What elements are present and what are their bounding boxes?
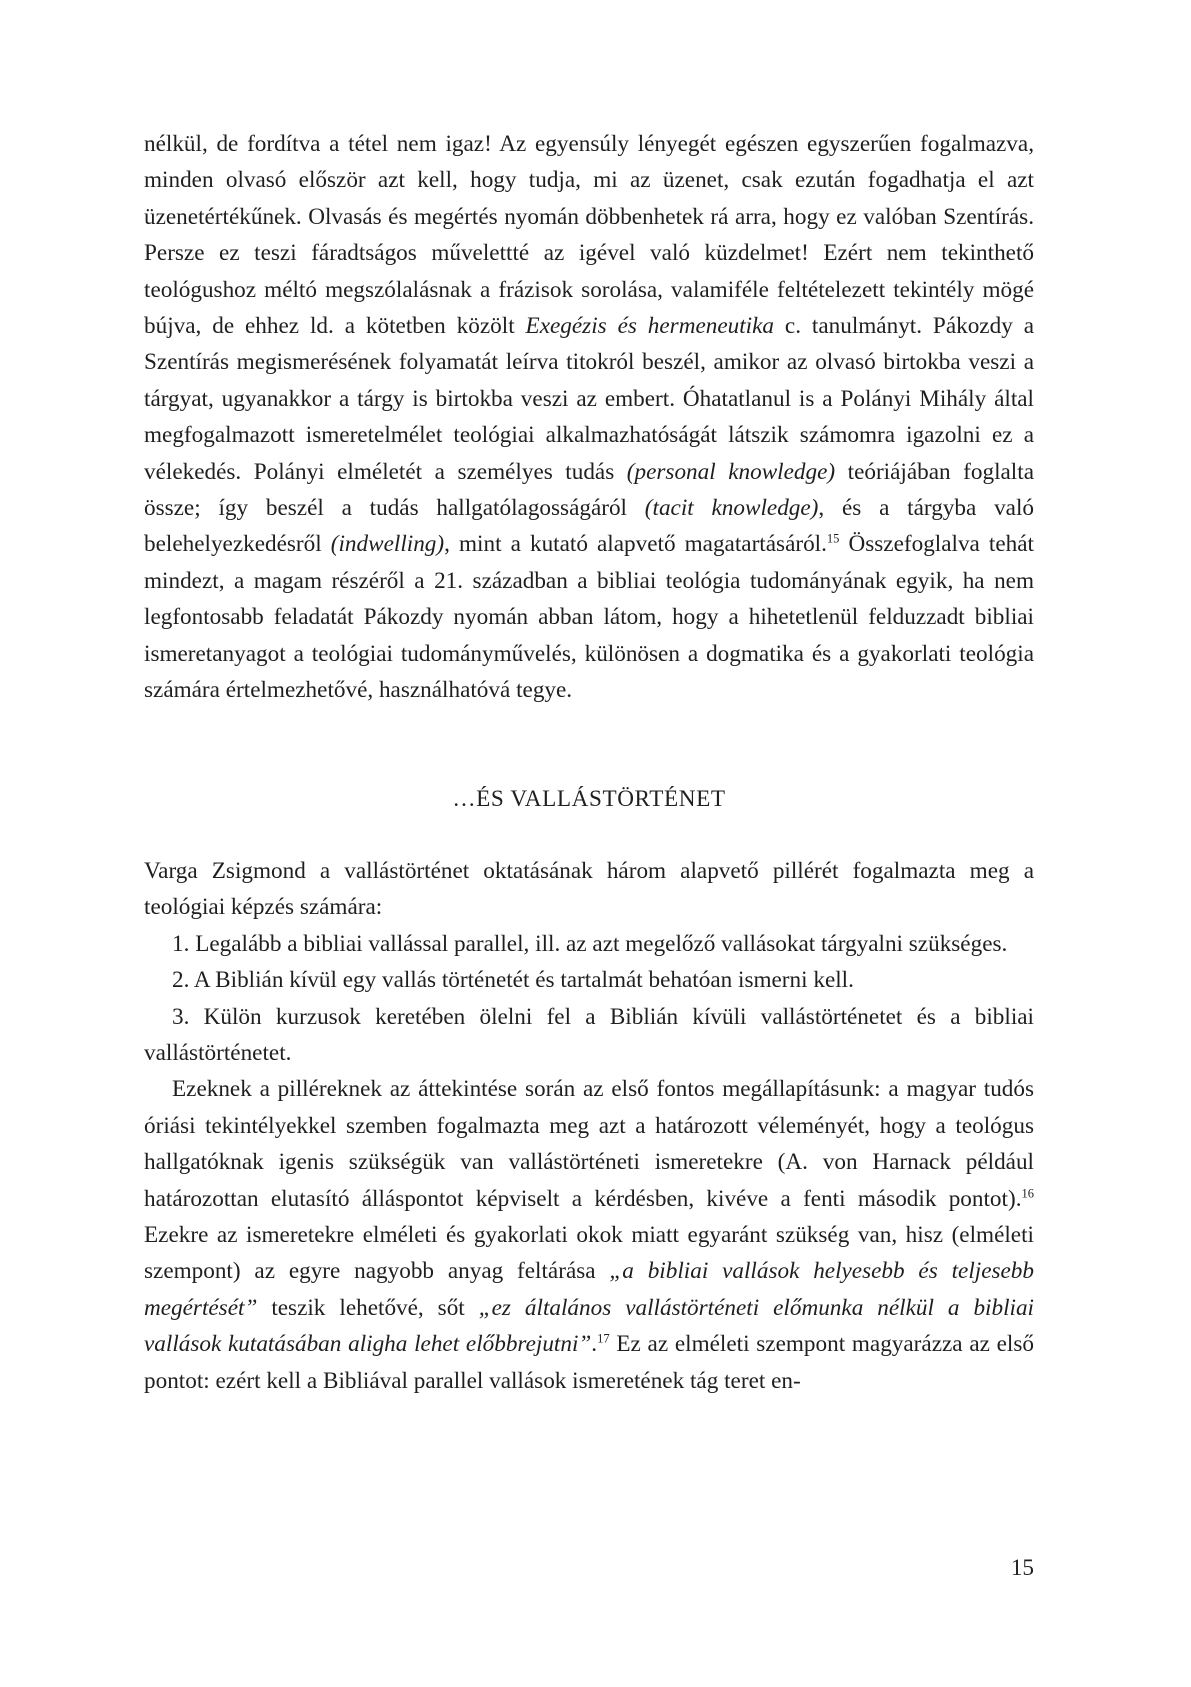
italic-term: (personal knowledge)	[626, 458, 836, 485]
page-body	[144, 126, 1034, 1399]
list-item-1: 1. Legalább a bibliai vallással parallel, ill. az azt megelőző vallásokat tárgyalni szükséges.	[172, 930, 1008, 957]
paragraph-2: Varga Zsigmond a vallástörténet oktatásának három alapvető pillérét fogalmazta meg a teológiai képzés számára:	[144, 857, 1034, 921]
italic-term: (tacit knowledge)	[644, 495, 819, 522]
text-run: teszik lehetővé, sőt	[257, 1294, 479, 1321]
text-run: nélkül, de fordítva a tétel nem igaz! Az egyensúly lényegét egészen egyszerűen fogalmazva, minden olvasó először azt kell, hogy tudja, mi az üzenet, csak ezután fogadhatja el azt üzenetértékűnek. Olvasás és megértés nyomán döbbenhetek rá arra, hogy ez valóban Szentírás. Persze ez teszi fáradtságos művelettté az igével való küzdelmet! Ezért nem tekinthető teológushoz méltó megszólalásnak a frázisok sorolása, valamiféle feltételezett tekintély mögé bújva, de ehhez ld. a kötetben közölt	[144, 131, 1034, 340]
italic-term: (indwelling)	[330, 531, 445, 558]
text-run: .	[591, 1331, 598, 1358]
text-run: Ez az elméleti szempont magyarázza az első pontot: ezért kell a Bibliával parallel vallások ismeretének tág teret en-	[144, 1331, 1034, 1394]
section-heading: …ÉS VALLÁSTÖRTÉNET	[452, 785, 726, 812]
footnote-ref-16: 16	[1021, 1185, 1034, 1200]
text-run: Ezekre az ismeretekre elméleti és gyakorlati okok miatt egyaránt szükség van, hisz (elméleti szempont) az egyre nagyobb anyag feltárása	[144, 1221, 1034, 1285]
italic-quote: „a bibliai vallások helyesebb és teljesebb megértését”	[144, 1258, 1034, 1321]
page-number: 15	[1010, 1555, 1034, 1581]
text-run: , és a tárgyba való belehelyezkedésről	[144, 495, 1034, 558]
footnote-ref-15: 15	[826, 531, 840, 546]
paragraph-3	[144, 1071, 1034, 1399]
paragraph-1	[144, 126, 1034, 709]
text-run: Ezeknek a pilléreknek az áttekintése során az első fontos megállapításunk: a magyar tudós óriási tekintélyekkel szemben fogalmazta meg azt a határozott véleményét, hogy a teológus hallgatóknak igenis szükségük van vallástörténeti ismeretekre (A. von Harnack például határozottan elutasító álláspontot képviselt a kérdésben, kivéve a fenti második pontot).	[144, 1076, 1034, 1212]
italic-quote: „ez általános vallástörténeti előmunka nélkül a bibliai vallások kutatásában aligha lehet előbbrejutni”	[144, 1294, 1035, 1358]
italic-title: Exegézis és hermeneutika	[525, 313, 774, 340]
list-item-3: 3. Külön kurzusok keretében ölelni fel a Biblián kívüli vallástörténetet és a bibliai vallástörténetet.	[144, 1003, 1034, 1066]
text-run: teóriájában foglalta össze; így beszél a tudás hallgatólagosságáról	[144, 458, 1034, 522]
text-run: , mint a kutató alapvető magatartásáról.	[444, 531, 827, 558]
list-item-2: 2. A Biblián kívül egy vallás történetét és tartalmát behatóan ismerni kell.	[172, 967, 854, 994]
text-run: Összefoglalva tehát mindezt, a magam részéről a 21. században a bibliai teológia tudományának egyik, ha nem legfontosabb feladatát Pákozdy nyomán abban látom, hogy a hihetetlenül felduzzadt bibliai ismeretanyagot a teológiai tudományművelés, különösen a dogmatika és a gyakorlati teológia számára értelmezhetővé, használhatóvá tegye.	[144, 531, 1034, 704]
text-run: c. tanulmányt. Pákozdy a Szentírás megismerésének folyamatát leírva titokról beszél, amikor az olvasó birtokba veszi a tárgyat, ugyanakkor a tárgy is birtokba veszi az embert. Óhatatlanul is a Polányi Mihály által megfogalmazott ismeretelmélet teológiai alkalmazhatóságát látszik számomra igazolni ez a vélekedés. Polányi elméletét a személyes tudás	[144, 313, 1034, 485]
footnote-ref-17: 17	[597, 1331, 610, 1346]
